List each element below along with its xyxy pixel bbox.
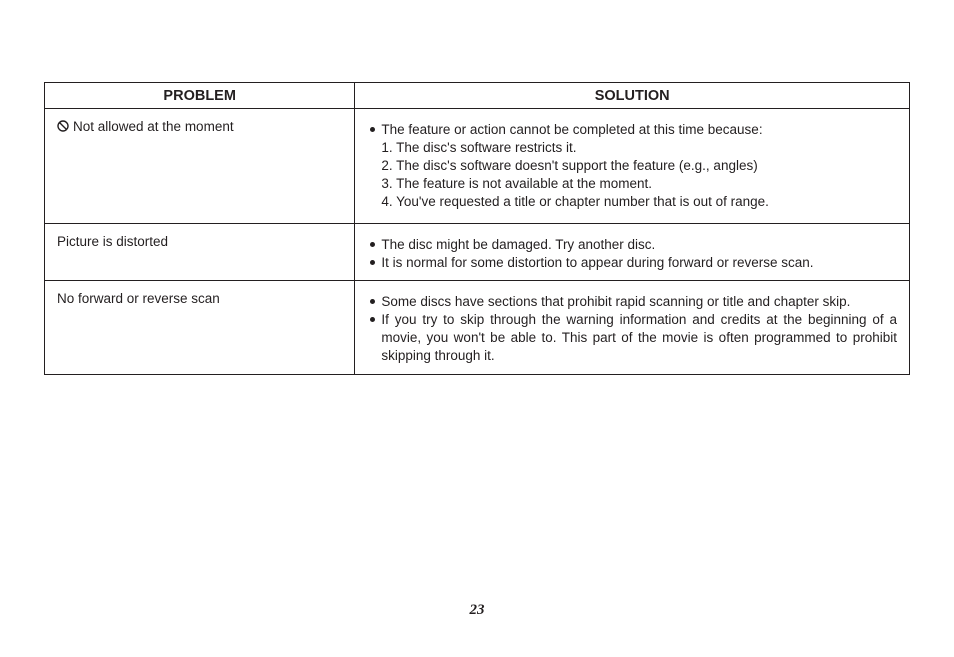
problem-header: PROBLEM [45,83,355,109]
bullet-dot [369,236,381,254]
problem-cell [45,281,355,375]
bullet-text: If you try to skip through the warning information and credits at the beginning of a movie, you won't be able to. This part of the movie is often programmed to prohibit skipping through it. [381,312,897,363]
bullet-dot [369,121,381,139]
bullet-text: The disc might be damaged. Try another disc. [381,237,656,252]
bullet-text: It is normal for some distortion to appear during forward or reverse scan. [381,255,814,270]
troubleshooting-table [44,82,910,375]
solution-cell [355,224,910,281]
bullet-dot [369,293,381,311]
sub-item: 4. You've requested a title or chapter number that is out of range. [381,194,769,209]
problem-cell [45,109,355,224]
sub-item: 1. The disc's software restricts it. [381,140,577,155]
solution-header: SOLUTION [355,83,910,109]
bullet-text: Some discs have sections that prohibit rapid scanning or title and chapter skip. [381,294,851,309]
problem-cell [45,224,355,281]
sub-item: 2. The disc's software doesn't support the feature (e.g., angles) [381,158,758,173]
solution-bullet [369,236,897,254]
table-header-row [45,83,910,109]
problem-text: Not allowed at the moment [73,119,234,134]
solution-bullet [369,293,897,311]
bullet-dot [369,254,381,272]
problem-text: Picture is distorted [57,234,169,249]
solution-cell [355,281,910,375]
solution-bullet [369,121,897,139]
bullet-dot [369,311,381,329]
solution-bullet [369,254,897,272]
page-number: 23 [469,602,485,618]
table-row [45,224,910,281]
solution-cell [355,109,910,224]
solution-bullet [369,311,897,365]
bullet-text: The feature or action cannot be completed at this time because: [381,122,763,137]
table-row [45,109,910,224]
sub-item: 3. The feature is not available at the moment. [381,176,653,191]
no-entry-icon [57,120,69,132]
table-row [45,281,910,375]
problem-text: No forward or reverse scan [57,291,220,306]
